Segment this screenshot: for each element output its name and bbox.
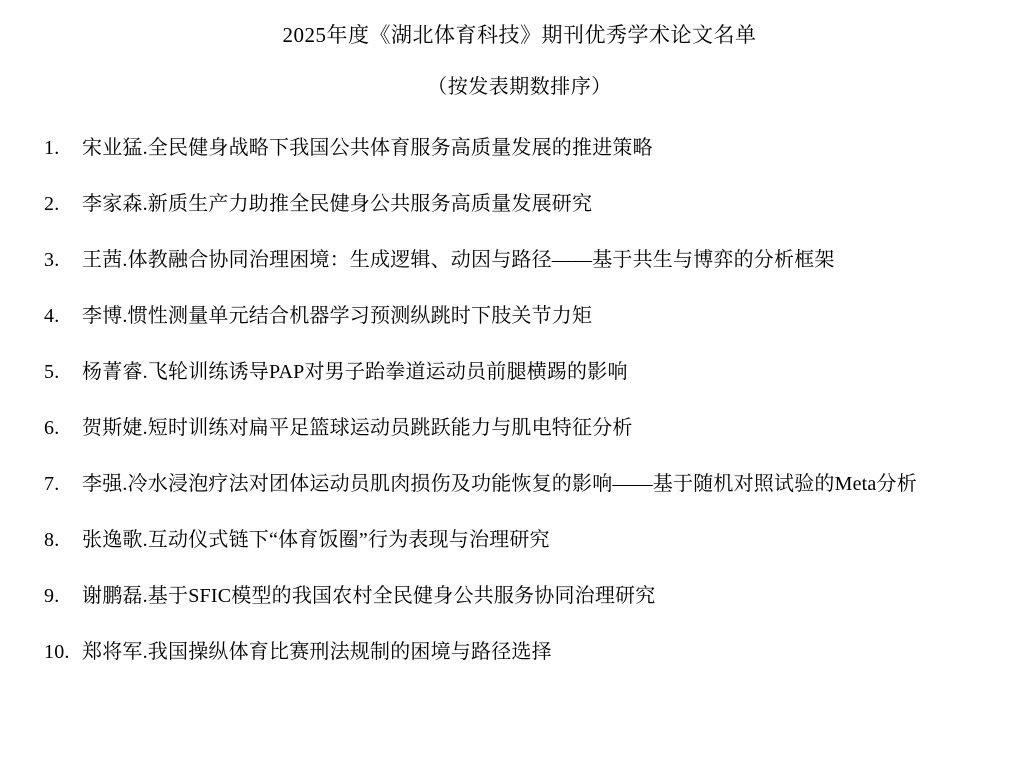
list-item-number: 4.: [44, 305, 60, 327]
list-item-number: 3.: [44, 249, 60, 271]
page-subtitle: （按发表期数排序）: [427, 76, 612, 98]
list-item-text: 宋业猛.全民健身战略下我国公共体育服务高质量发展的推进策略: [82, 137, 653, 159]
list-item: [44, 456, 995, 512]
list-item: [44, 568, 995, 624]
list-item-text: 郑将军.我国操纵体育比赛刑法规制的困境与路径选择: [82, 641, 552, 663]
list-item-text: 贺斯婕.短时训练对扁平足篮球运动员跳跃能力与肌电特征分析: [82, 417, 633, 439]
list-item-text: 李家森.新质生产力助推全民健身公共服务高质量发展研究: [82, 193, 593, 215]
list-item-number: 5.: [44, 361, 60, 383]
list-item-number: 10.: [44, 641, 70, 663]
list-item-text: 谢鹏磊.基于SFIC模型的我国农村全民健身公共服务协同治理研究: [82, 585, 656, 607]
list-item: [44, 624, 995, 680]
list-item: [44, 288, 995, 344]
list-item: [44, 344, 995, 400]
page-title: 2025年度《湖北体育科技》期刊优秀学术论文名单: [282, 23, 757, 47]
list-item-number: 7.: [44, 473, 60, 495]
list-item: [44, 176, 995, 232]
list-item-text: 李强.冷水浸泡疗法对团体运动员肌肉损伤及功能恢复的影响——基于随机对照试验的Meta分析: [82, 473, 917, 495]
list-item-number: 9.: [44, 585, 60, 607]
list-item-number: 8.: [44, 529, 60, 551]
list-item-number: 2.: [44, 193, 60, 215]
list-item: [44, 512, 995, 568]
list-item-number: 1.: [44, 137, 60, 159]
list-item: [44, 120, 995, 176]
list-item-number: 6.: [44, 417, 60, 439]
paper-list: [44, 120, 995, 680]
list-item-text: 杨菁睿.飞轮训练诱导PAP对男子跆拳道运动员前腿横踢的影响: [82, 361, 628, 383]
list-item-text: 李博.惯性测量单元结合机器学习预测纵跳时下肢关节力矩: [82, 305, 593, 327]
list-item-text: 王茜.体教融合协同治理困境：生成逻辑、动因与路径——基于共生与博弈的分析框架: [82, 249, 835, 271]
list-item: [44, 232, 995, 288]
list-item: [44, 400, 995, 456]
list-item-text: 张逸歌.互动仪式链下“体育饭圈”行为表现与治理研究: [82, 529, 550, 551]
